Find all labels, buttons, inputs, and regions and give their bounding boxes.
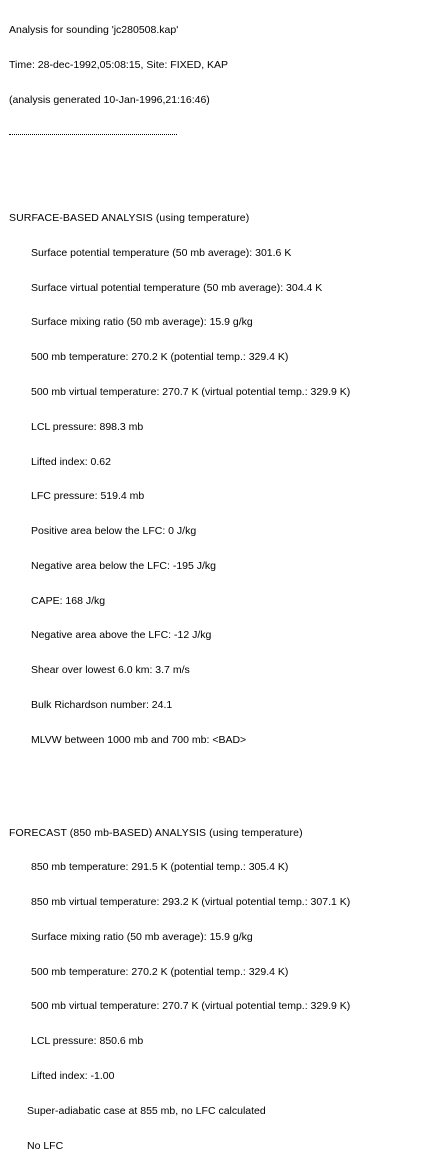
surface-line: LFC pressure: 519.4 mb xyxy=(31,490,145,503)
surface-line: 500 mb virtual temperature: 270.7 K (virtual potential temp.: 329.9 K) xyxy=(31,386,351,398)
surface-line: LCL pressure: 898.3 mb xyxy=(31,420,144,433)
sounding-analysis-report xyxy=(9,2,441,1164)
surface-line: Surface virtual potential temperature (50 mb average): 304.4 K xyxy=(31,281,323,294)
surface-line: CAPE: 168 J/kg xyxy=(31,594,106,607)
surface-line: Bulk Richardson number: 24.1 xyxy=(31,699,173,712)
forecast-line: LCL pressure: 850.6 mb xyxy=(31,1035,144,1048)
surface-line: 500 mb temperature: 270.2 K (potential temp.: 329.4 K) xyxy=(31,351,289,364)
spacer xyxy=(9,781,441,793)
surface-line: MLVW between 1000 mb and 700 mb: <BAD> xyxy=(31,733,247,746)
forecast-line: Lifted index: -1.00 xyxy=(31,1070,115,1083)
report-title: Analysis for sounding 'jc280508.kap' xyxy=(9,24,179,37)
surface-line: Negative area above the LFC: -12 J/kg xyxy=(31,629,212,642)
surface-line: Lifted index: 0.62 xyxy=(31,455,111,468)
forecast-note: No LFC xyxy=(27,1139,64,1152)
forecast-line: 500 mb temperature: 270.2 K (potential temp.: 329.4 K) xyxy=(31,965,289,978)
surface-line: Surface mixing ratio (50 mb average): 15.9 g/kg xyxy=(31,316,253,329)
forecast-line: Surface mixing ratio (50 mb average): 15.9 g/kg xyxy=(31,930,253,943)
report-generated: (analysis generated 10-Jan-1996,21:16:46) xyxy=(9,93,210,106)
forecast-section-title: FORECAST (850 mb-BASED) ANALYSIS (using temperature) xyxy=(9,826,303,839)
surface-line: Shear over lowest 6.0 km: 3.7 m/s xyxy=(31,664,190,677)
surface-line: Positive area below the LFC: 0 J/kg xyxy=(31,525,197,538)
header-divider xyxy=(9,134,177,135)
forecast-line: 500 mb virtual temperature: 270.7 K (virtual potential temp.: 329.9 K) xyxy=(31,1000,351,1013)
surface-line: Surface potential temperature (50 mb average): 301.6 K xyxy=(31,246,292,259)
spacer xyxy=(9,172,441,178)
forecast-line: 850 mb temperature: 291.5 K (potential temp.: 305.4 K) xyxy=(31,861,289,874)
report-time-site: Time: 28-dec-1992,05:08:15, Site: FIXED, KAP xyxy=(9,58,229,71)
surface-section-title: SURFACE-BASED ANALYSIS (using temperature) xyxy=(9,212,250,225)
forecast-note: Super-adiabatic case at 855 mb, no LFC calculated xyxy=(27,1104,266,1117)
surface-line: Negative area below the LFC: -195 J/kg xyxy=(31,559,217,572)
forecast-line: 850 mb virtual temperature: 293.2 K (virtual potential temp.: 307.1 K) xyxy=(31,896,351,909)
